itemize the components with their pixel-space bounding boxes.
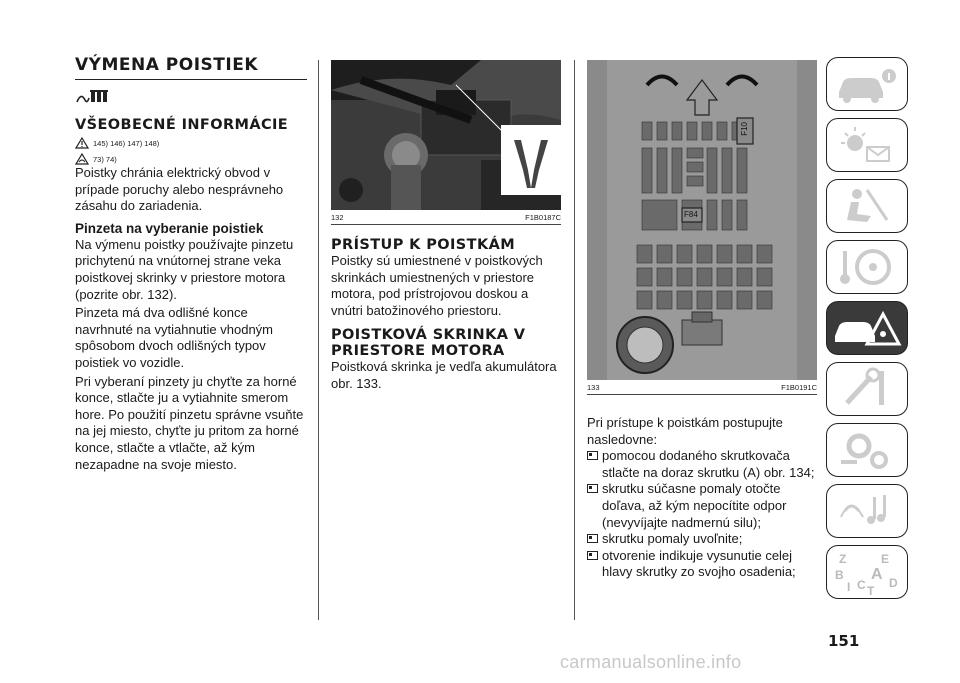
index-letter: Z: [839, 552, 847, 566]
technical-data-gears-icon: [827, 424, 907, 476]
list-item-text: skrutku súčasne pomaly otočte doľava, až kým nepocítite odpor (nevyvíjajte nadmernú silu);: [602, 481, 787, 530]
list-item: [587, 548, 817, 581]
section-heading: VŠEOBECNÉ INFORMÁCIE: [75, 117, 289, 133]
airbag-seat-icon: [827, 180, 907, 232]
tab-emergency[interactable]: [826, 301, 908, 355]
warning-triangle-icon: [75, 137, 89, 149]
figure-132-caption: [331, 213, 561, 225]
figure-132-number: 132: [331, 213, 344, 222]
list-item: [587, 481, 817, 531]
multimedia-music-icon: [827, 485, 907, 537]
bullet-icon: [587, 551, 598, 560]
index-letters-icon: [827, 546, 907, 598]
caution-triangle-icon: [75, 153, 89, 165]
column-divider-2: [574, 60, 575, 620]
list-item-text: skrutku pomaly uvoľnite;: [602, 531, 743, 547]
fuse-icon: [75, 88, 111, 106]
column-3: [587, 60, 817, 581]
figure-133-number: 133: [587, 383, 600, 392]
paragraph-tweezers-1: Na výmenu poistky používajte pinzetu prichytenú na vnútornej strane veka poistkovej skrinky v priestore motora (pozrite obr. 132).: [75, 236, 294, 302]
index-letter: T: [867, 584, 875, 598]
title-rule: [75, 79, 307, 80]
index-letter: D: [889, 576, 898, 590]
tab-multimedia[interactable]: [826, 484, 908, 538]
emergency-car-icon: [827, 302, 907, 354]
fuse-label-f10: F10: [740, 122, 749, 136]
list-item: [587, 531, 817, 548]
caution-refs: [75, 153, 307, 165]
tab-index[interactable]: [826, 545, 908, 599]
tab-warning-lights[interactable]: [826, 118, 908, 172]
page-title: VÝMENA POISTIEK: [75, 55, 258, 75]
car-info-icon: [827, 58, 907, 110]
heading-access-fuses: PRÍSTUP K POISTKÁM: [331, 237, 516, 253]
index-letter: I: [847, 580, 851, 594]
index-letter: C: [857, 578, 866, 592]
bullet-icon: [587, 484, 598, 493]
figure-133-fusebox-diagram: [587, 60, 817, 380]
page-number: 151: [828, 632, 860, 650]
paragraph-engine-fusebox: Poistková skrinka je vedľa akumulátora obr. 133.: [331, 359, 557, 391]
warning-refs-text: 145) 146) 147) 148): [93, 138, 160, 148]
bullet-icon: [587, 534, 598, 543]
tab-car-info[interactable]: [826, 57, 908, 111]
tab-technical-data[interactable]: [826, 423, 908, 477]
index-letter: E: [881, 552, 890, 566]
figure-132-code: F1B0187C: [525, 213, 561, 222]
paragraph-tweezers-3: Pri vyberaní pinzety ju chyťte za horné konce, stlačte ju a vytiahnite smerom hore. Po použití pinzetu správne vsuňte na jej miesto, chyťte ju pritom za horné konce, stlačte a vtlačte, až kým nezapadne na svoje miesto.: [75, 373, 304, 472]
steering-key-icon: [827, 241, 907, 293]
heading-engine-fusebox: POISTKOVÁ SKRINKA V PRIESTORE MOTORA: [331, 327, 526, 360]
fuse-label-f84: F84: [684, 210, 698, 219]
procedure-list: [587, 448, 817, 581]
column-2: [331, 60, 561, 393]
warning-refs: [75, 137, 307, 149]
watermark: carmanualsonline.info: [560, 652, 742, 672]
warning-lights-icon: [827, 119, 907, 171]
intro-paragraph: Poistky chránia elektrický obvod v prípade poruchy alebo nesprávneho zásahu do zariadenia.: [75, 165, 284, 214]
index-letter: B: [835, 568, 844, 582]
caution-refs-text: 73) 74): [93, 154, 117, 164]
paragraph-tweezers-2: Pinzeta má dva odlišné konce navrhnuté na vytiahnutie vhodným spôsobom dvoch odlišných typov poistiek vo vozidle.: [75, 305, 274, 370]
column-1: [75, 56, 307, 473]
bullet-icon: [587, 451, 598, 460]
tab-safety[interactable]: [826, 179, 908, 233]
list-item-text: otvorenie indikuje vysunutie celej hlavy skrutky zo svojho osadenia;: [602, 547, 796, 580]
procedure-intro: Pri prístupe k poistkám postupujte nasledovne:: [587, 415, 783, 447]
fusebox-illustration: [587, 60, 817, 380]
index-letter: A: [871, 566, 883, 583]
figure-132-engine-photo: [331, 60, 561, 210]
tab-maintenance[interactable]: [826, 362, 908, 416]
list-item-text: pomocou dodaného skrutkovača stlačte na doraz skrutku (A) obr. 134;: [602, 448, 815, 480]
maintenance-tools-icon: [827, 363, 907, 415]
paragraph-access-fuses: Poistky sú umiestnené v poistkových skrinkách umiestnených v priestore motora, pod prístrojovou doskou a vnútri batožinového priestoru.: [331, 253, 543, 318]
list-item: [587, 448, 817, 481]
tab-starting-driving[interactable]: [826, 240, 908, 294]
figure-133-caption: [587, 383, 817, 395]
engine-bay-illustration: [331, 60, 561, 210]
figure-133-code: F1B0191C: [781, 383, 817, 392]
column-divider-1: [318, 60, 319, 620]
subsection-heading: Pinzeta na vyberanie poistiek: [75, 220, 264, 236]
